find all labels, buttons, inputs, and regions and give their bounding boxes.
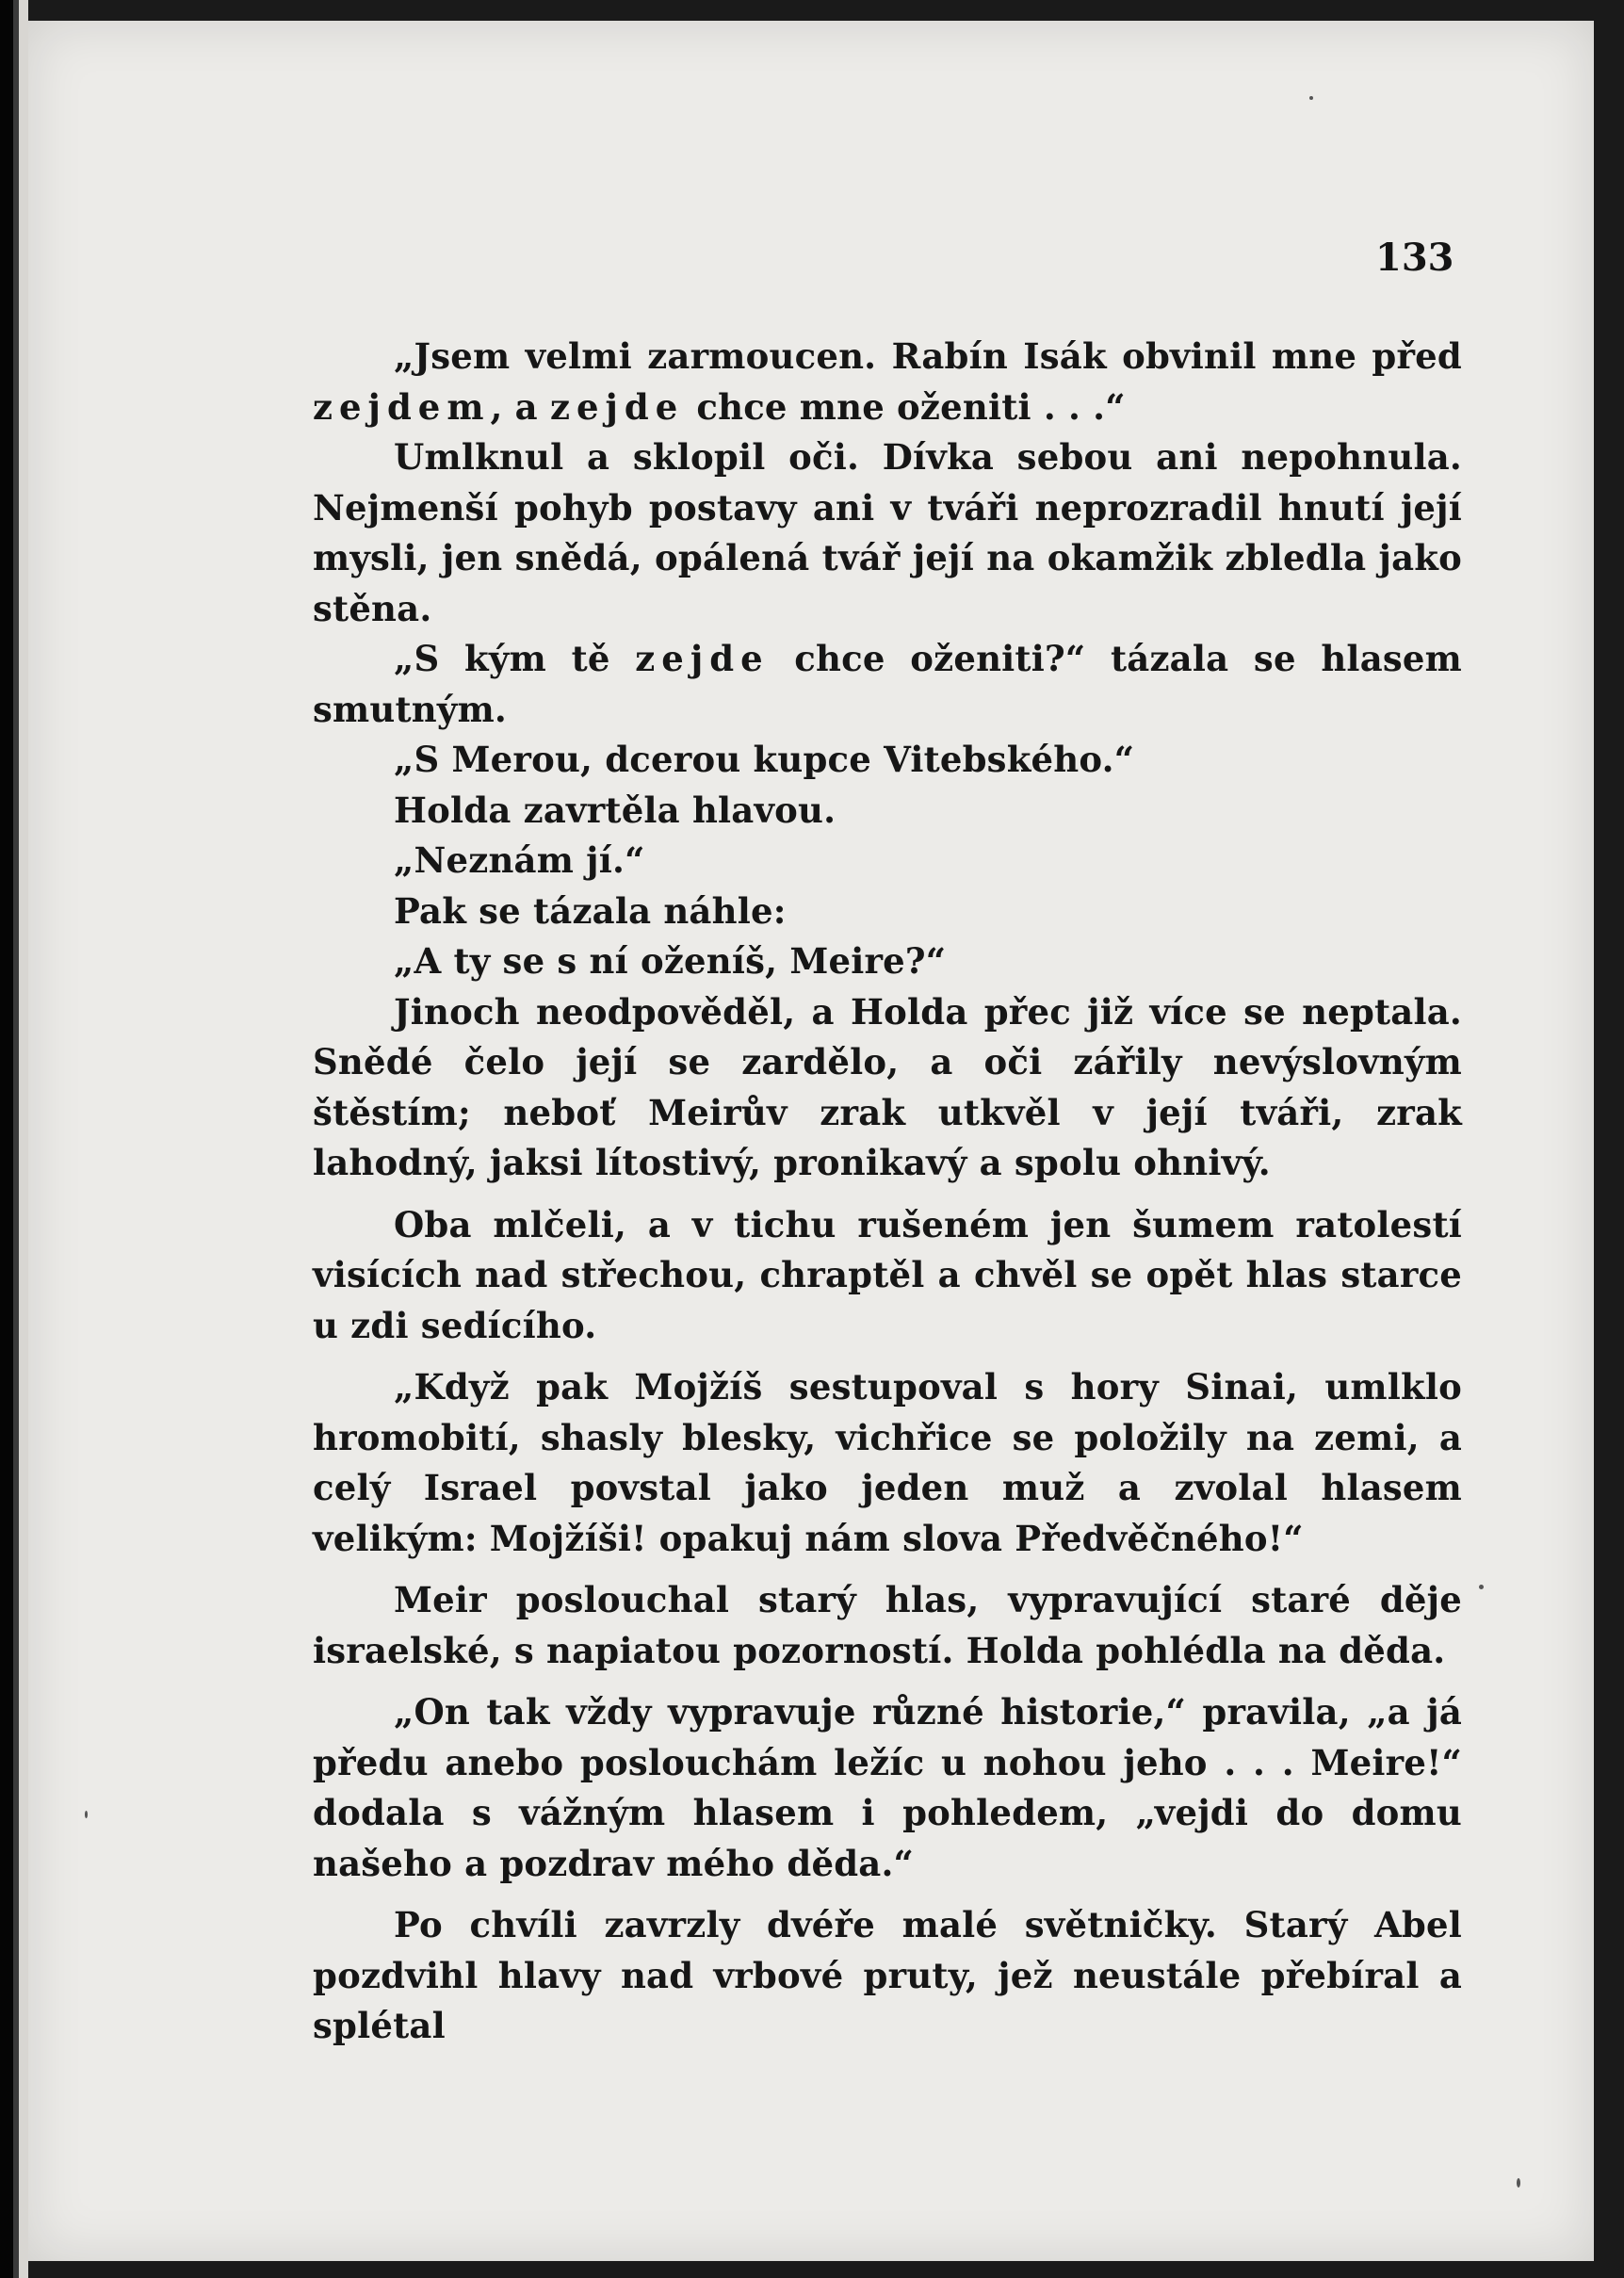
paragraph [313, 1200, 1462, 1352]
text-run: Jinoch neodpověděl, a Holda přec již více se neptala. Snědé čelo její se zardělo, a oči zářily nevýslovným štěstím; neboť Meirův zrak utkvěl v její tváři, zrak lahodný, jaksi lítostivý, pronikavý a spolu ohnivý. [313, 990, 1462, 1183]
emphasized-text: zejde [635, 638, 770, 679]
paragraph [313, 735, 1462, 786]
page-number: 133 [1375, 236, 1454, 280]
text-run: , a [490, 385, 550, 428]
scan-speck [1309, 96, 1313, 100]
paragraph [313, 887, 1462, 937]
text-run: Holda zavrtěla hlavou. [394, 789, 836, 831]
paragraph [313, 432, 1462, 634]
text-run: „Neznám jí.“ [394, 839, 645, 881]
text-run: „A ty se s ní oženíš, Meire?“ [394, 940, 947, 982]
paragraph [313, 987, 1462, 1189]
paragraph [313, 936, 1462, 987]
paragraph [313, 1362, 1462, 1564]
emphasized-text: zejdem [313, 385, 491, 428]
text-run: „Jsem velmi zarmoucen. Rabín Isák obvinil mne před [394, 335, 1462, 377]
text-run: Po chvíli zavrzly dvéře malé světničky. Starý Abel pozdvihl hlavy nad vrbové pruty, jež neustále přebíral a splétal [313, 1904, 1462, 2046]
paragraph [313, 332, 1462, 432]
scan-speck [1479, 1585, 1484, 1589]
paragraph [313, 1575, 1462, 1676]
paragraph [313, 634, 1462, 735]
text-run: Pak se tázala náhle: [394, 889, 787, 932]
paragraph [313, 836, 1462, 887]
paragraph [313, 1900, 1462, 2052]
text-run: Umlknul a sklopil oči. Dívka sebou ani nepohnula. Nejmenší pohyb postavy ani v tváři neprozradil hnutí její mysli, jen snědá, opálená tvář její na okamžik zbledla jako stěna. [313, 436, 1462, 629]
text-run: chce oženiti?“ tázala se hlasem smutným. [313, 638, 1462, 730]
text-run: Meir poslouchal starý hlas, vypravující staré děje israelské, s napiatou pozorností. Holda pohlédla na děda. [313, 1579, 1462, 1671]
text-run: „Když pak Mojžíš sestupoval s hory Sinai, umlklo hromobití, shasly blesky, vichřice se položily na zemi, a celý Israel povstal jako jeden muž a zvolal hlasem velikým: Mojžíši! opakuj nám slova Předvěčného!“ [313, 1366, 1462, 1559]
text-run: „On tak vždy vypravuje různé historie,“ pravila, „a já předu anebo poslouchám ležíc u nohou jeho . . . Meire!“ dodala s vážným hlasem i pohledem, „vejdi do domu našeho a pozdrav mého děda.“ [313, 1691, 1462, 1884]
book-page [28, 21, 1594, 2261]
text-run: „S kým tě [394, 638, 636, 679]
scan-speck [1517, 2178, 1520, 2188]
text-run: „S Merou, dcerou kupce Vitebského.“ [394, 739, 1135, 780]
text-run: Oba mlčeli, a v tichu rušeném jen šumem ratolestí visících nad střechou, chraptěl a chvěl se opět hlas starce u zdi sedícího. [313, 1203, 1462, 1346]
paragraph [313, 786, 1462, 837]
body-text [313, 332, 1462, 2052]
emphasized-text: zejde [549, 385, 685, 428]
paragraph [313, 1687, 1462, 1889]
scan-speck [85, 1811, 88, 1818]
text-run: chce mne oženiti . . .“ [684, 385, 1126, 428]
scan-binding-edge [0, 0, 28, 2278]
